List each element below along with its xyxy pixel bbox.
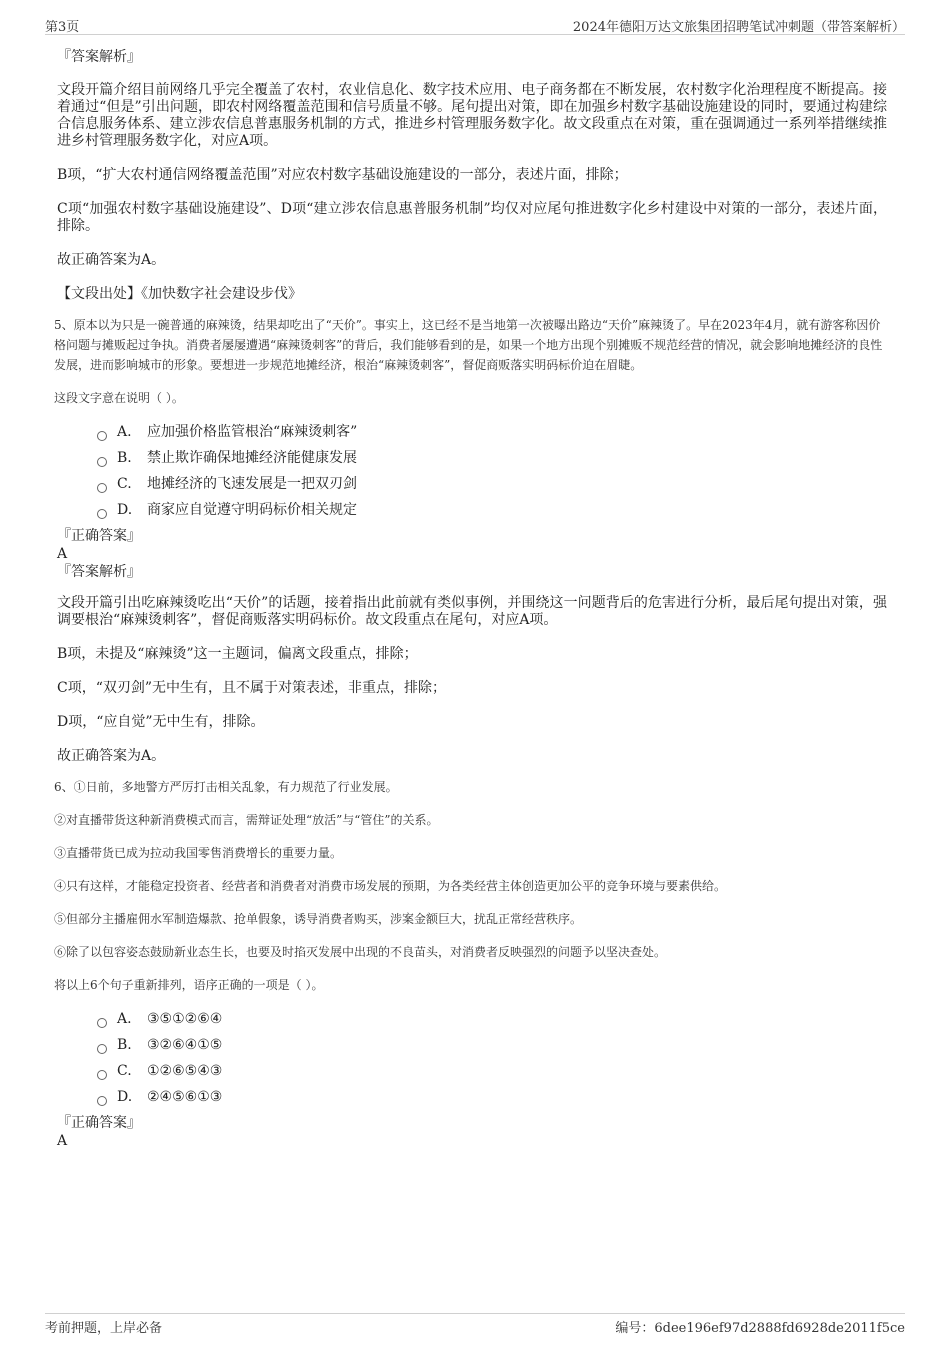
q5-analysis-para1: 文段开篇引出吃麻辣烫吃出“天价”的话题，接着指出此前就有类似事例，并围绕这一问题背后的危害进行分析，最后尾句提出对策，强调要根治“麻辣烫刺客”，督促商贩落实明码标价。故文段重点在尾句，对应A项。 bbox=[57, 595, 887, 628]
radio-icon[interactable] bbox=[97, 1070, 107, 1080]
q5-stem: 5、原本以为只是一碗普通的麻辣烫，结果却吃出了“天价”。事实上，这已经不是当地第一次被曝出路边“天价”麻辣烫了。早在2023年4月，就有游客称因价格问题与摊贩起过争执。消费者屡屡遭遇“麻辣烫刺客”的背后，我们能够看到的是，如果一个地方出现个别摊贩不规范经营的情况，就会影响地摊经济的良性发展，进而影响城市的形象。要想进一步规范地摊经济，根治“麻辣烫刺客”，督促商贩落实明码标价迫在眉睫。 bbox=[54, 318, 883, 372]
q5-conclusion: 故正确答案为A。 bbox=[57, 748, 166, 764]
q5-option-c[interactable]: C. 地摊经济的飞速发展是一把双刃剑 bbox=[97, 471, 887, 497]
q4-analysis-tag: 『答案解析』 bbox=[57, 49, 141, 65]
document-title: 2024年德阳万达文旅集团招聘笔试冲刺题（带答案解析） bbox=[572, 20, 905, 35]
q6-answer: A bbox=[57, 1133, 68, 1149]
q4-conclusion: 故正确答案为A。 bbox=[57, 252, 166, 268]
radio-icon[interactable] bbox=[97, 1018, 107, 1028]
q5-answer-tag: 『正确答案』 bbox=[57, 528, 141, 544]
radio-icon[interactable] bbox=[97, 509, 107, 519]
q6-option-d[interactable]: D. ②④⑤⑥①③ bbox=[97, 1084, 887, 1110]
q6-option-c[interactable]: C. ①②⑥⑤④③ bbox=[97, 1058, 887, 1084]
radio-icon[interactable] bbox=[97, 457, 107, 467]
q6-options bbox=[57, 1006, 887, 1110]
q5-options bbox=[57, 419, 887, 523]
q6-sentence-4: ④只有这样，才能稳定投资者、经营者和消费者对消费市场发展的预期，为各类经营主体创造更加公平的竞争环境与要素供给。 bbox=[54, 879, 727, 893]
footer-slogan: 考前押题，上岸必备 bbox=[45, 1321, 163, 1336]
q4-analysis-para2: B项，“扩大农村通信网络覆盖范围”对应农村数字基础设施建设的一部分，表述片面，排除； bbox=[57, 167, 628, 183]
q4-analysis-para1: 文段开篇介绍目前网络几乎完全覆盖了农村，农业信息化、数字技术应用、电子商务都在不断发展，农村数字化治理程度不断提高。接着通过“但是”引出问题，即农村网络覆盖范围和信号质量不够。尾句提出对策，即在加强乡村数字基础设施建设的同时，要通过构建综合信息服务体系、建立涉农信息普惠服务机制的方式，推进乡村管理服务数字化。故文段重点在对策，重在强调通过一系列举措继续推进乡村管理服务数字化，对应A项。 bbox=[57, 82, 887, 149]
page-header bbox=[45, 14, 905, 35]
q6-option-a[interactable]: A. ③⑤①②⑥④ bbox=[97, 1006, 887, 1032]
radio-icon[interactable] bbox=[97, 1096, 107, 1106]
q6-sentence-6: ⑥除了以包容姿态鼓励新业态生长，也要及时掐灭发展中出现的不良苗头，对消费者反映强烈的问题予以坚决查处。 bbox=[54, 945, 667, 959]
q5-option-b[interactable]: B. 禁止欺诈确保地摊经济能健康发展 bbox=[97, 445, 887, 471]
q6-sentence-2: ②对直播带货这种新消费模式而言，需辩证处理“放活”与“管住”的关系。 bbox=[54, 813, 439, 827]
q5-answer: A bbox=[57, 546, 68, 562]
q5-analysis-para4: D项，“应自觉”无中生有，排除。 bbox=[57, 714, 265, 730]
q6-sentence-3: ③直播带货已成为拉动我国零售消费增长的重要力量。 bbox=[54, 846, 343, 860]
q5-analysis-para2: B项，未提及“麻辣烫”这一主题词，偏离文段重点，排除； bbox=[57, 646, 418, 662]
radio-icon[interactable] bbox=[97, 1044, 107, 1054]
page-footer bbox=[45, 1313, 905, 1336]
document-code: 编号：6dee196ef97d2888fd6928de2011f5ce bbox=[615, 1321, 905, 1336]
q6-sentence-1: 6、①日前，多地警方严厉打击相关乱象，有力规范了行业发展。 bbox=[54, 780, 398, 794]
page-content bbox=[54, 44, 887, 1150]
q6-question: 将以上6个句子重新排列，语序正确的一项是（ ）。 bbox=[54, 978, 324, 992]
q6-sentence-5: ⑤但部分主播雇佣水军制造爆款、抢单假象，诱导消费者购买，涉案金额巨大，扰乱正常经营秩序。 bbox=[54, 912, 583, 926]
q5-option-a[interactable]: A. 应加强价格监管根治“麻辣烫刺客” bbox=[97, 419, 887, 445]
q5-analysis-para3: C项，“双刃剑”无中生有，且不属于对策表述，非重点，排除； bbox=[57, 680, 447, 696]
radio-icon[interactable] bbox=[97, 483, 107, 493]
q5-analysis-tag: 『答案解析』 bbox=[57, 564, 141, 580]
q6-option-b[interactable]: B. ③②⑥④①⑤ bbox=[97, 1032, 887, 1058]
q4-analysis-para3: C项“加强农村数字基础设施建设”、D项“建立涉农信息惠普服务机制”均仅对应尾句推进数字化乡村建设中对策的一部分，表述片面，排除。 bbox=[57, 201, 887, 234]
page-number: 第3页 bbox=[45, 20, 80, 35]
radio-icon[interactable] bbox=[97, 431, 107, 441]
q5-option-d[interactable]: D. 商家应自觉遵守明码标价相关规定 bbox=[97, 497, 887, 523]
q4-source: 【文段出处】《加快数字社会建设步伐》 bbox=[57, 286, 302, 302]
q5-question: 这段文字意在说明（ ）。 bbox=[54, 391, 184, 405]
q6-answer-tag: 『正确答案』 bbox=[57, 1115, 141, 1131]
